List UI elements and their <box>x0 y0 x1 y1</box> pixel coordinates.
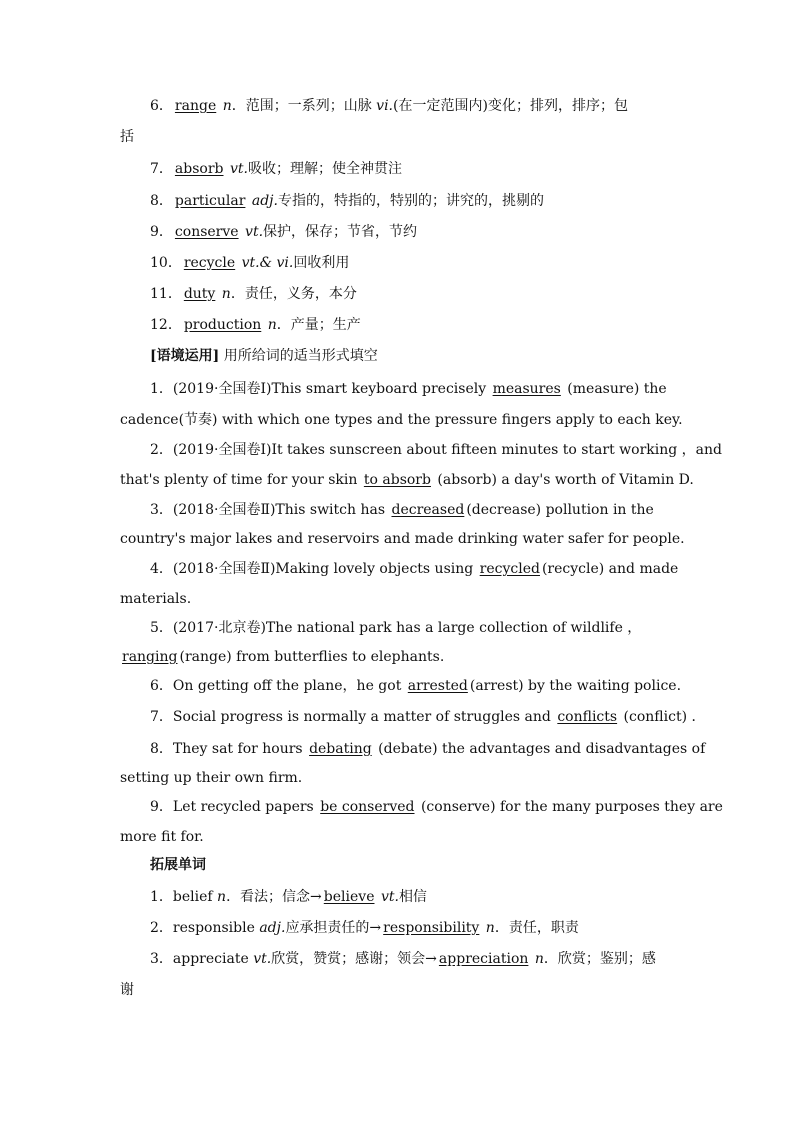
expand-item-cont: 谢 <box>120 982 134 998</box>
expand-item: 2．responsible adj.应承担责任的→ responsibility n．责任，职责 <box>150 920 579 936</box>
vocab-item: 9． conserve vt.保护，保存；节省，节约 <box>150 224 418 240</box>
answer: ranging <box>122 649 178 665</box>
exercise-line: 6．On getting off the plane，he got arrested (arrest) by the waiting police. <box>150 678 682 694</box>
section-heading: [语境运用] 用所给词的适当形式填空 <box>150 348 378 364</box>
answer: appreciation <box>438 951 529 967</box>
exercise-line: 5．(2017·北京卷)The national park has a large collection of wildlife ， <box>150 620 642 636</box>
exercise-line: ranging (range) from butterflies to elephants. <box>122 649 445 665</box>
exercise-line: setting up their own firm. <box>120 770 303 786</box>
exercise-line: cadence(节奏) with which one types and the pressure fingers apply to each key. <box>120 412 683 428</box>
vocab-word: particular <box>174 193 246 209</box>
vocab-item: 12． production n．产量；生产 <box>150 317 361 333</box>
exercise-line: 9．Let recycled papers be conserved (conserve) for the many purposes they are <box>150 799 723 815</box>
answer: to absorb <box>363 472 431 488</box>
exercise-line: 8．They sat for hours debating (debate) the advantages and disadvantages of <box>150 741 706 757</box>
vocab-word: conserve <box>174 224 239 240</box>
vocab-word: range <box>174 98 217 114</box>
answer: arrested <box>407 678 468 694</box>
vocab-item: 11． duty n．责任，义务，本分 <box>150 286 357 302</box>
exercise-line: more fit for. <box>120 829 204 845</box>
vocab-item: 7． absorb vt.吸收；理解；使全神贯注 <box>150 161 402 177</box>
vocab-item: 6． range n．范围；一系列；山脉 vi.(在一定范围内)变化；排列，排序；包 <box>150 98 628 114</box>
answer: be conserved <box>320 799 415 815</box>
answer: responsibility <box>383 920 480 936</box>
answer: conflicts <box>557 709 618 725</box>
answer: decreased <box>391 502 465 518</box>
vocab-word: absorb <box>174 161 224 177</box>
answer: believe <box>323 889 375 905</box>
exercise-line: 3．(2018·全国卷Ⅱ)This switch has decreased (decrease) pollution in the <box>150 502 654 518</box>
expand-item: 1．belief n．看法；信念→ believe vt.相信 <box>150 889 427 905</box>
answer: recycled <box>479 561 540 577</box>
exercise-line: 1．(2019·全国卷Ⅰ)This smart keyboard precisely measures (measure) the <box>150 381 667 397</box>
vocab-item-cont: 括 <box>120 129 134 145</box>
vocab-word: production <box>183 317 262 333</box>
exercise-line: country's major lakes and reservoirs and made drinking water safer for people. <box>120 531 685 547</box>
exercise-line: 4．(2018·全国卷Ⅱ)Making lovely objects using recycled (recycle) and made <box>150 561 679 577</box>
section-heading: 拓展单词 <box>150 857 206 873</box>
exercise-line: that's plenty of time for your skin to absorb (absorb) a day's worth of Vitamin D. <box>120 472 694 488</box>
answer: debating <box>309 741 372 757</box>
vocab-word: duty <box>183 286 216 302</box>
expand-item: 3．appreciate vt.欣赏，赞赏；感谢；领会→ appreciation n．欣赏；鉴别；感 <box>150 951 656 967</box>
vocab-item: 8． particular adj.专指的，特指的，特别的；讲究的，挑剔的 <box>150 193 544 209</box>
vocab-item: 10． recycle vt.& vi.回收利用 <box>150 255 350 271</box>
exercise-line: 2．(2019·全国卷Ⅰ)It takes sunscreen about fifteen minutes to start working ，and <box>150 442 722 458</box>
vocab-word: recycle <box>183 255 236 271</box>
exercise-line: 7．Social progress is normally a matter of struggles and conflicts (conflict) ． <box>150 709 706 725</box>
answer: measures <box>492 381 561 397</box>
exercise-line: materials. <box>120 591 192 607</box>
